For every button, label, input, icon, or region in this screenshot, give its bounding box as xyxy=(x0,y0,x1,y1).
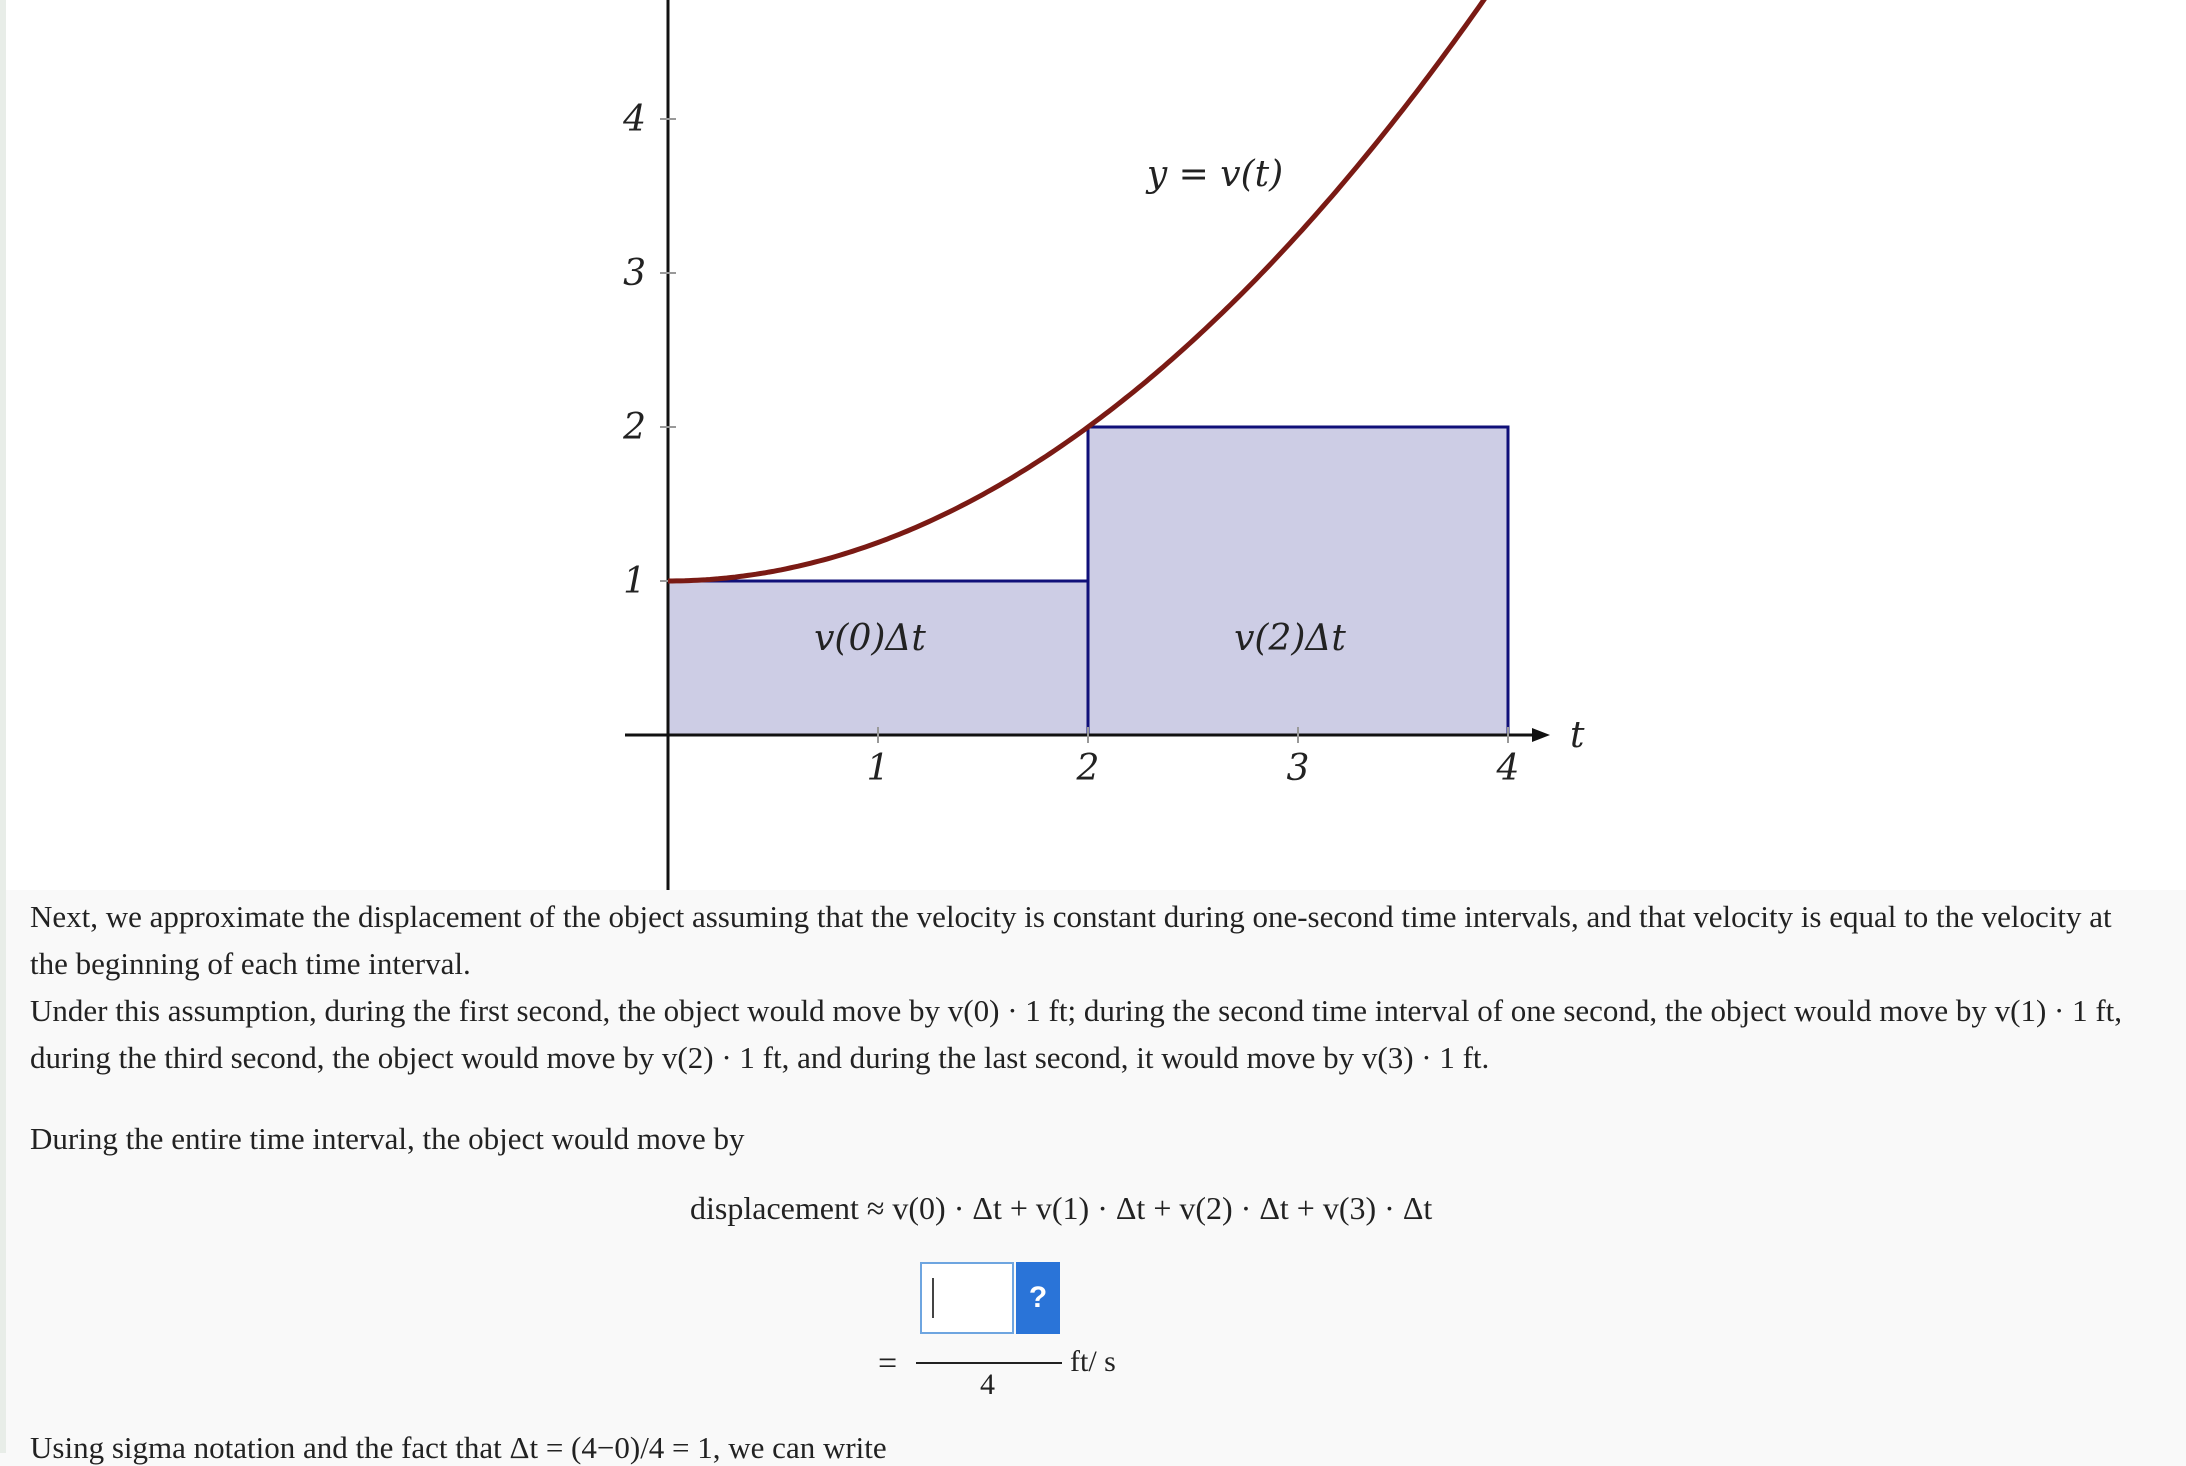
rectangle-label-2: v(2)Δt xyxy=(1234,618,1346,659)
paragraph-entire-interval xyxy=(30,1115,2150,1162)
x-tick-label: 4 xyxy=(1496,748,1520,789)
curve-label: y = v(t) xyxy=(1146,154,1284,195)
x-axis-label: t xyxy=(1570,715,1585,756)
numerator-answer-input[interactable] xyxy=(920,1262,1014,1334)
sigma-notation-text: Using sigma notation and the fact that Δt = (4−0)/4 = 1, we can write xyxy=(30,1430,887,1465)
paragraph-intro: Next, we approximate the displacement of the object assuming that the velocity is constant during one-second time intervals, and that velocity is equal to the velocity at the beginning of each time interval. xyxy=(30,899,2112,981)
x-axis-arrowhead xyxy=(1532,728,1550,742)
x-tick-label: 3 xyxy=(1286,748,1310,789)
y-tick-label: 1 xyxy=(623,561,646,602)
units-label: ft/ s xyxy=(1070,1345,1116,1378)
y-tick-label: 4 xyxy=(623,99,646,140)
fraction-denominator: 4 xyxy=(980,1368,995,1401)
text-caret xyxy=(932,1278,934,1318)
help-button[interactable]: ? xyxy=(1016,1262,1060,1334)
y-tick-label: 3 xyxy=(623,253,646,294)
fraction-bar xyxy=(916,1362,1062,1364)
equals-sign: = xyxy=(878,1345,898,1382)
y-tick-label: 2 xyxy=(623,407,646,448)
rectangle-label-1: v(0)Δt xyxy=(814,618,926,659)
entire-interval-text: During the entire time interval, the object would move by xyxy=(30,1121,745,1156)
x-tick-label: 2 xyxy=(1076,748,1100,789)
riemann-rectangle-2 xyxy=(1088,427,1508,735)
explanation-text xyxy=(30,893,2150,1081)
paragraph-assumption: Under this assumption, during the first second, the object would move by v(0) · 1 ft; during the second time interval of one second, the object would move by v(1) · 1 ft, during the third second, the object would move by v(2) · 1 ft, and during the last second, it would move by v(3) · 1 ft. xyxy=(30,993,2123,1075)
x-tick-label: 1 xyxy=(866,748,890,789)
displacement-expression: displacement ≈ v(0) · Δt + v(1) · Δt + v(2) · Δt + v(3) · Δt xyxy=(690,1190,1433,1226)
